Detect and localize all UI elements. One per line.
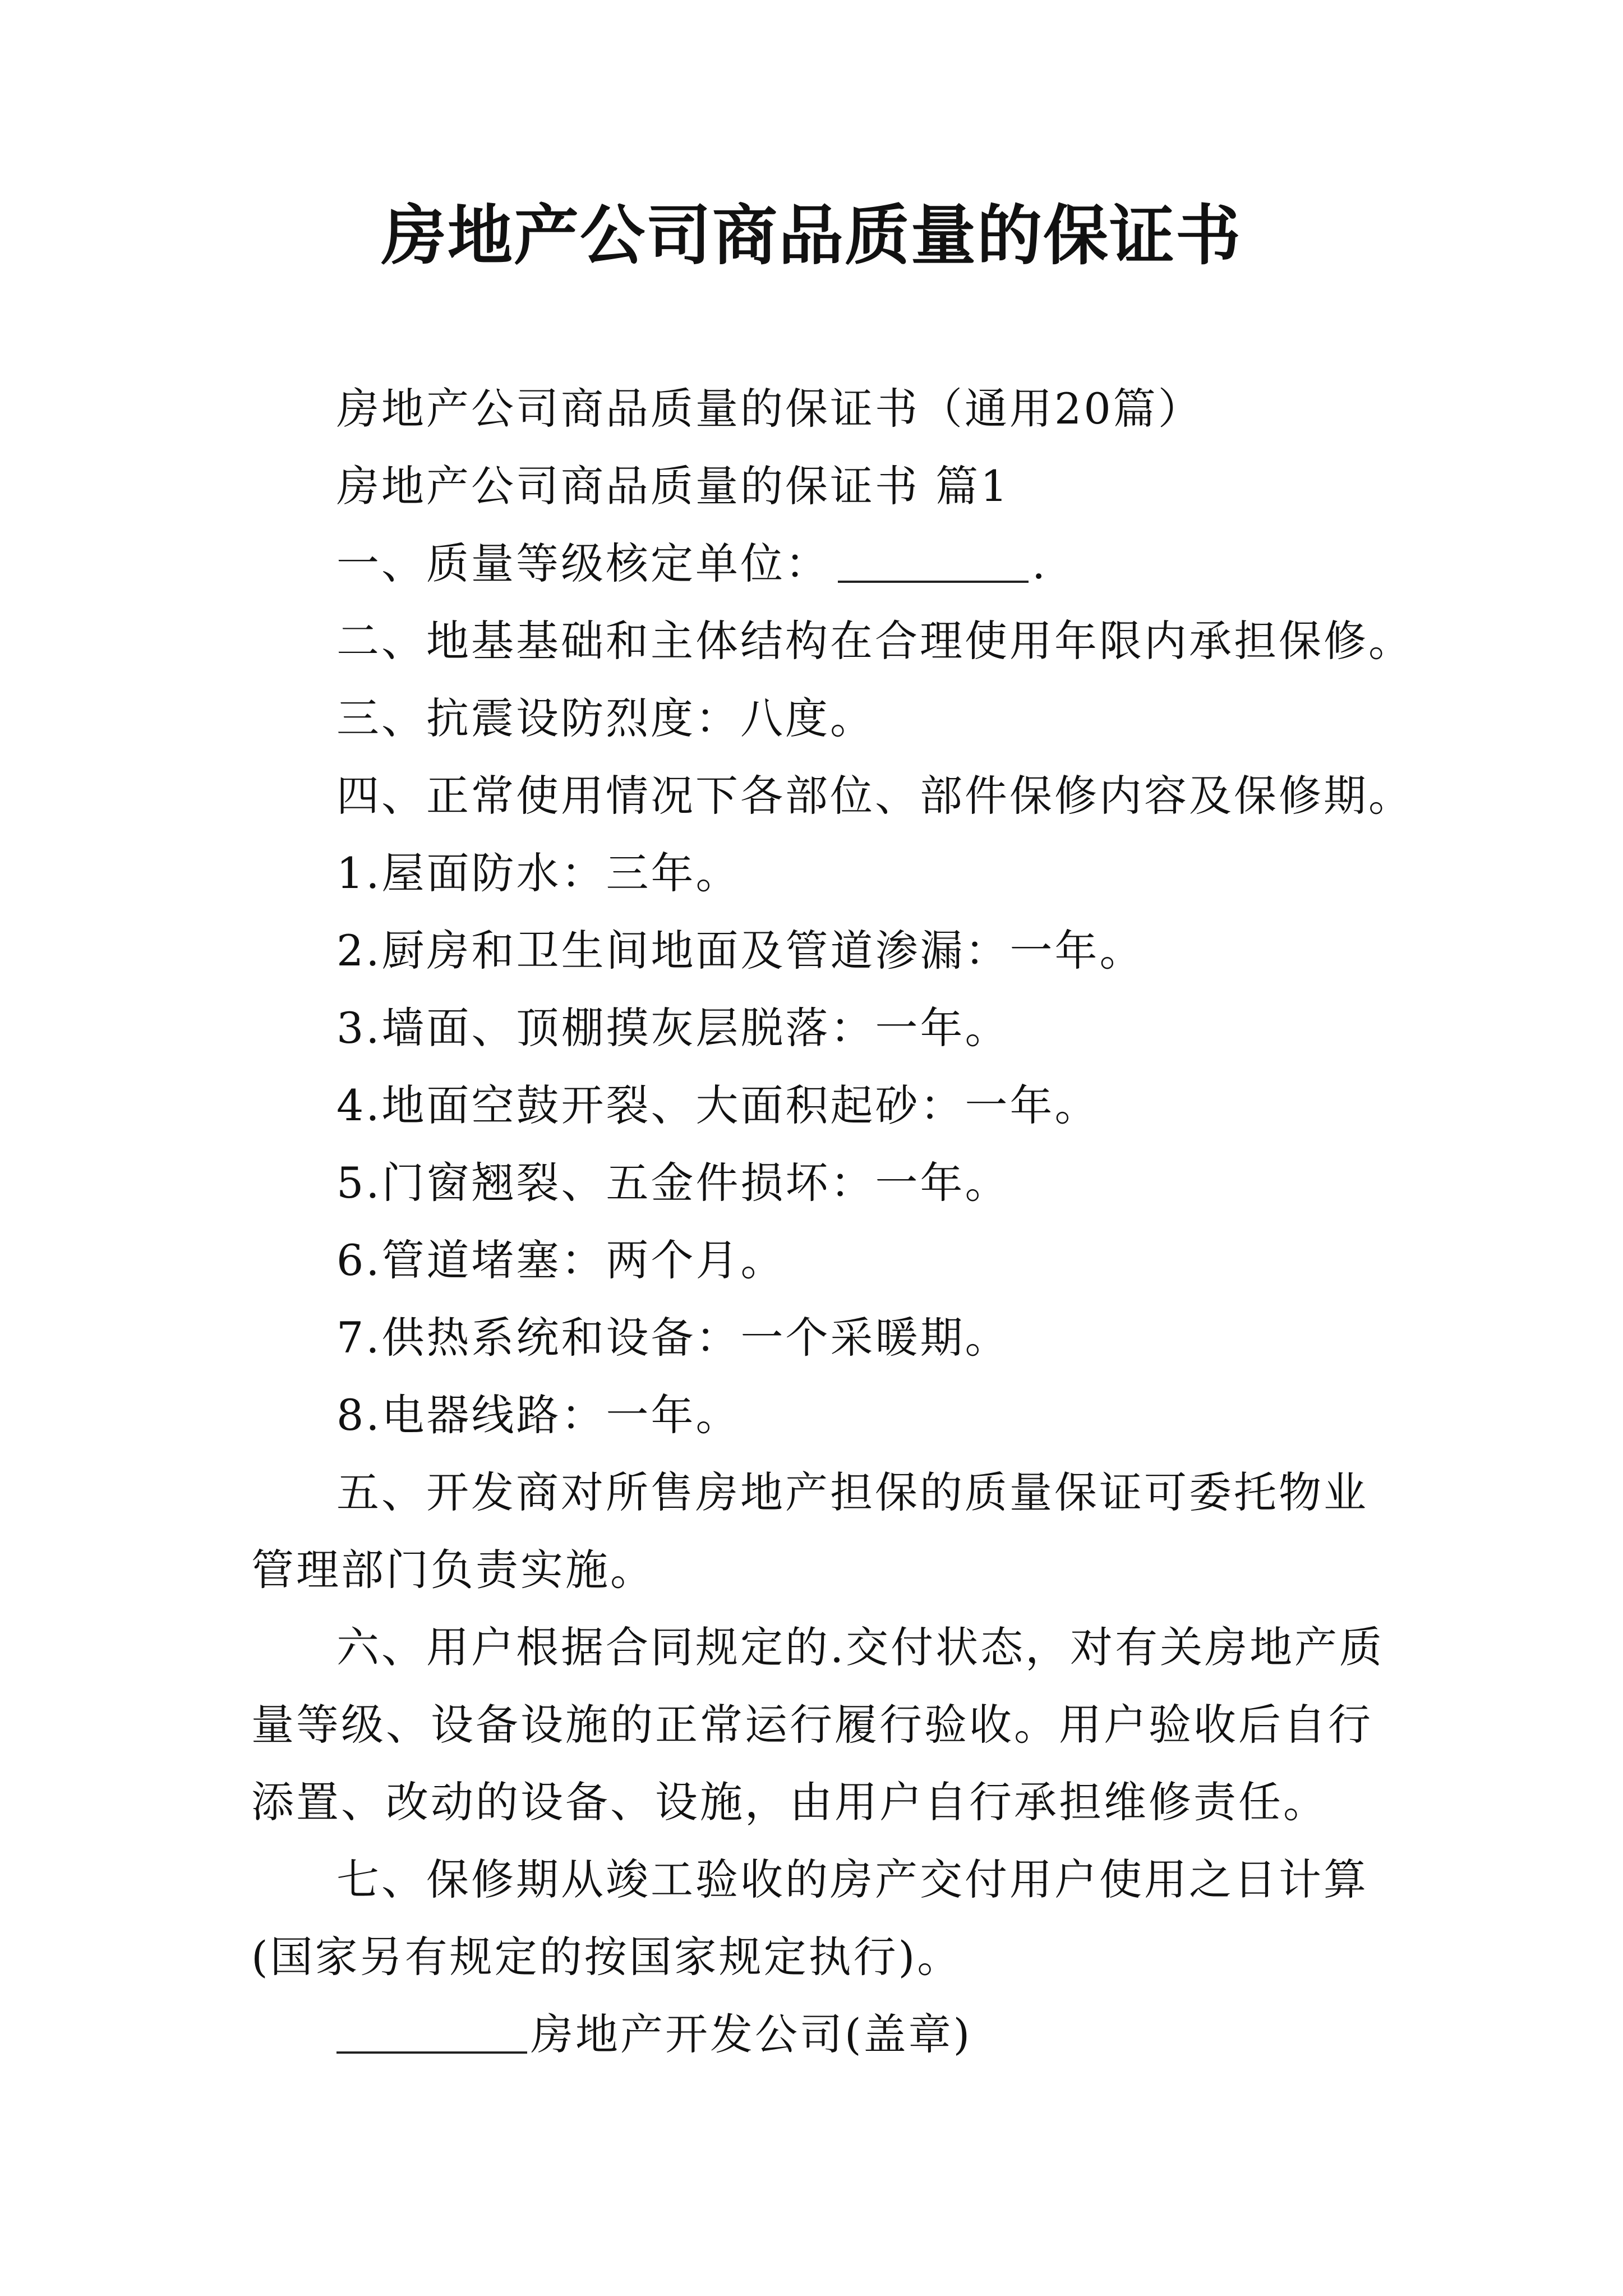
paragraph-signature bbox=[251, 1996, 1407, 2073]
list-item-floor: 4.地面空鼓开裂、大面积起砂：一年。 bbox=[336, 1080, 1100, 1130]
quality-unit-blank bbox=[838, 541, 1029, 583]
company-name-blank bbox=[336, 2012, 527, 2054]
paragraph-item-3: 三、抗震设防烈度：八度。 bbox=[336, 693, 875, 743]
paragraph-subtitle: 房地产公司商品质量的保证书（通用20篇） bbox=[336, 384, 1203, 434]
list-item-roof: 1.屋面防水：三年。 bbox=[336, 848, 741, 898]
paragraph-section-heading: 房地产公司商品质量的保证书 篇1 bbox=[336, 461, 1010, 511]
document-body bbox=[251, 370, 1413, 2073]
signature-label: 房地产开发公司(盖章) bbox=[531, 2009, 972, 2059]
paragraph-item-5: 五、开发商对所售房地产担保的质量保证可委托物业管理部门负责实施。 bbox=[251, 1467, 1368, 1595]
paragraph-item-2: 二、地基基础和主体结构在合理使用年限内承担保修。 bbox=[336, 616, 1413, 666]
list-item-wall-ceiling: 3.墙面、顶棚摸灰层脱落：一年。 bbox=[336, 1003, 1010, 1053]
paragraph-item-7: 七、保修期从竣工验收的房产交付用户使用之日计算(国家另有规定的按国家规定执行)。 bbox=[251, 1855, 1368, 1982]
paragraph-item-6: 六、用户根据合同规定的.交付状态，对有关房地产质量等级、设备设施的正常运行履行验收。用户验收后自行添置、改动的设备、设施，由用户自行承担维修责任。 bbox=[251, 1622, 1385, 1827]
quality-unit-period: . bbox=[1032, 539, 1048, 588]
quality-unit-label: 一、质量等级核定单位： bbox=[336, 539, 830, 588]
list-item-electrical: 8.电器线路：一年。 bbox=[336, 1390, 741, 1440]
document-title: 房地产公司商品质量的保证书 bbox=[381, 197, 1242, 274]
paragraph-item-4: 四、正常使用情况下各部位、部件保修内容及保修期。 bbox=[336, 771, 1413, 821]
list-item-heating: 7.供热系统和设备：一个采暖期。 bbox=[336, 1313, 1010, 1363]
list-item-kitchen-bath: 2.厨房和卫生间地面及管道渗漏：一年。 bbox=[336, 926, 1145, 976]
paragraph-quality-unit bbox=[251, 525, 1407, 602]
list-item-pipes: 6.管道堵塞：两个月。 bbox=[336, 1235, 786, 1285]
list-item-doors-windows: 5.门窗翘裂、五金件损坏：一年。 bbox=[336, 1158, 1010, 1208]
